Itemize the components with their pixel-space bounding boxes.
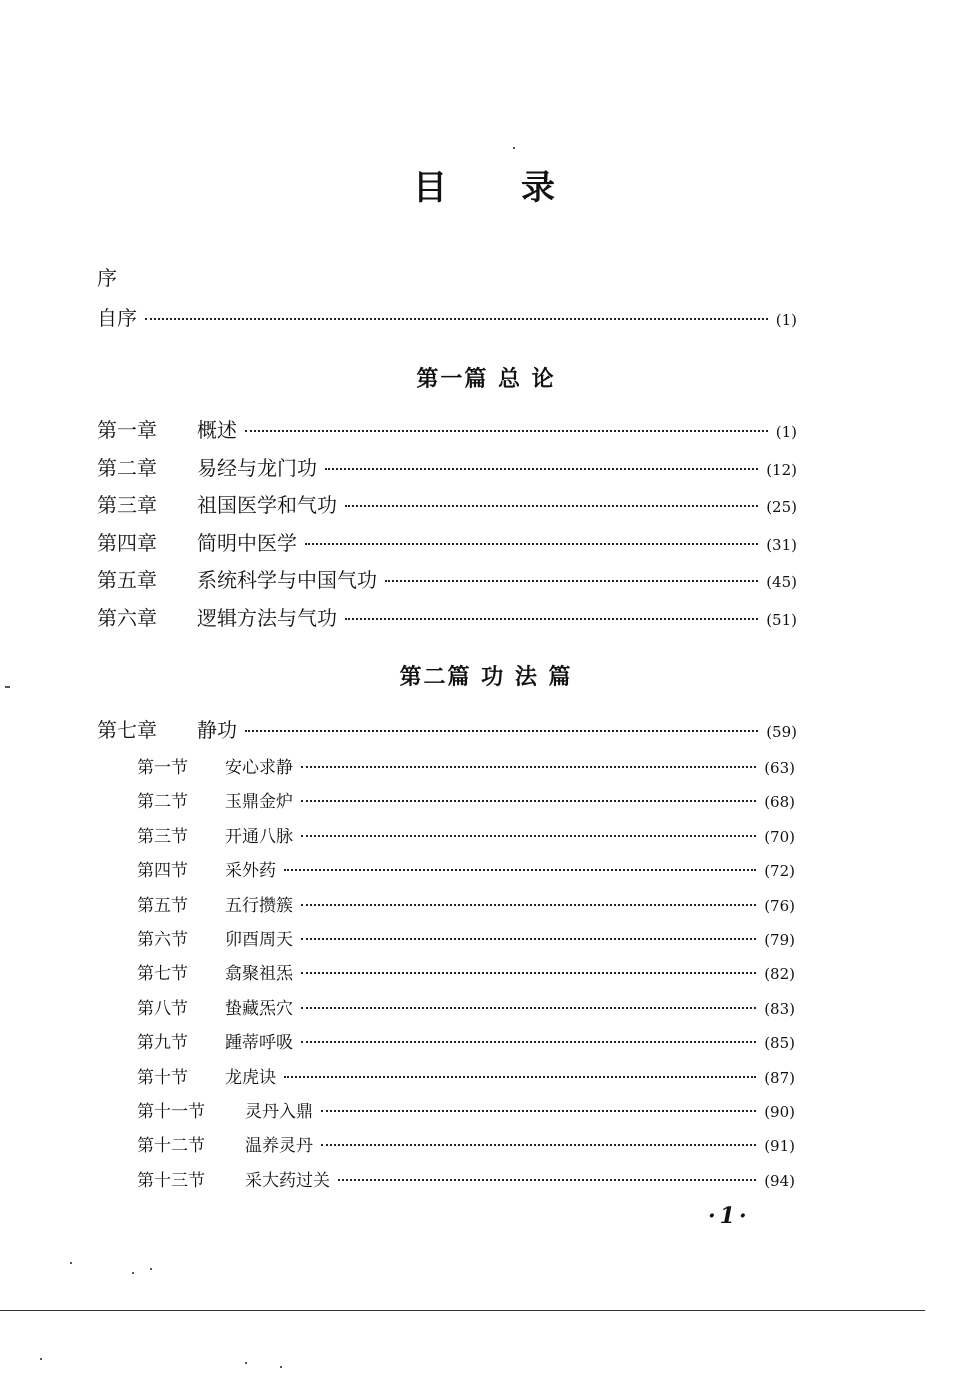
toc-chapter-label: 第六章 (97, 605, 157, 630)
toc-chapter-entry (97, 714, 797, 743)
toc-chapter-entry (97, 489, 797, 518)
toc-section-label: 第七节 (137, 964, 188, 985)
dot-leader (301, 1007, 756, 1009)
toc-chapter-title: 易经与龙门功 (197, 455, 317, 480)
scan-speck (132, 1272, 134, 1274)
toc-section-label: 第四节 (137, 861, 188, 882)
toc-chapter-entry (97, 602, 797, 631)
toc-section-title: 踵蒂呼吸 (225, 1033, 293, 1054)
page-ref: (79) (764, 931, 795, 949)
toc-section-title: 灵丹入鼎 (245, 1102, 313, 1122)
toc-chapter-label: 第三章 (97, 493, 157, 517)
scan-speck (70, 1262, 72, 1264)
toc-section-title: 翕聚祖炁 (225, 964, 293, 985)
toc-section-label: 第八节 (137, 998, 188, 1019)
toc-section-title: 采大药过关 (245, 1170, 330, 1191)
page-ref: (25) (766, 498, 797, 516)
page-ref: (90) (764, 1103, 795, 1121)
page-ref: (82) (764, 965, 795, 984)
chapter-title: 静功 (197, 718, 237, 742)
scan-speck (513, 147, 515, 149)
toc-chapter-label: 第二章 (97, 455, 157, 480)
dot-leader (345, 618, 758, 620)
dot-leader (338, 1179, 756, 1181)
toc-section-title: 蛰藏炁穴 (225, 998, 293, 1019)
page-ref: (31) (766, 535, 797, 554)
toc-chapter-entry (97, 527, 797, 556)
scan-speck (5, 686, 10, 688)
toc-section-title: 采外药 (225, 861, 276, 882)
dot-leader (301, 1041, 756, 1043)
dot-leader (145, 318, 768, 320)
toc-section-title: 温养灵丹 (245, 1136, 313, 1157)
dot-leader (305, 543, 758, 545)
toc-chapter-title: 概述 (197, 418, 237, 442)
scan-speck (245, 1362, 247, 1364)
dot-leader (301, 766, 756, 768)
toc-section-label: 第六节 (137, 930, 188, 950)
toc-section-entry (137, 891, 795, 916)
page-ref: (59) (766, 723, 797, 741)
page-ref: (1) (775, 311, 797, 329)
toc-section-entry (137, 787, 795, 812)
toc-chapter-title: 祖国医学和气功 (197, 493, 337, 517)
page-title (0, 160, 972, 209)
toc-chapter-title: 系统科学与中国气功 (197, 568, 377, 592)
page-ref: (94) (764, 1171, 795, 1190)
dot-leader (345, 505, 758, 507)
dot-leader (321, 1144, 756, 1146)
toc-section-entry (137, 994, 795, 1019)
toc-section-label: 第十一节 (137, 1102, 205, 1122)
toc-section-label: 第五节 (137, 895, 188, 916)
toc-section-label: 第三节 (137, 826, 188, 847)
self-preface-label: 自序 (97, 306, 137, 330)
title-char-2: 录 (521, 168, 559, 208)
dot-leader (245, 730, 758, 732)
dot-leader (245, 430, 768, 432)
part-heading: 第一篇 总 论 (416, 366, 556, 392)
toc-section-title: 龙虎诀 (225, 1067, 276, 1088)
title-char-1: 目 (413, 168, 451, 208)
chapter-label: 第七章 (97, 718, 157, 742)
scan-speck (150, 1268, 152, 1270)
toc-section-entry (137, 1028, 795, 1053)
page-ref: (1) (775, 423, 797, 441)
toc-chapter-label: 第一章 (97, 418, 157, 442)
toc-section-label: 第一节 (137, 758, 188, 778)
toc-section-label: 第十二节 (137, 1136, 205, 1157)
toc-chapter-entry (97, 452, 797, 481)
part-heading: 第二篇 功 法 篇 (399, 664, 573, 690)
page-ref: (85) (764, 1034, 795, 1053)
toc-section-title: 五行攒簇 (225, 895, 293, 916)
page-ref: (70) (764, 827, 795, 846)
page-number: ·1· (708, 1203, 751, 1229)
page-ref: (68) (764, 793, 795, 812)
dot-leader (301, 835, 756, 837)
toc-section-entry (137, 925, 795, 950)
dot-leader (385, 580, 758, 582)
page-ref: (83) (764, 999, 795, 1018)
toc-section-title: 卯酉周天 (225, 930, 293, 950)
dot-leader (301, 904, 756, 906)
scan-edge-line (0, 1310, 925, 1311)
toc-chapter-title: 简明中医学 (197, 530, 297, 555)
toc-chapter-label: 第四章 (97, 530, 157, 555)
page-ref: (76) (764, 896, 795, 915)
dot-leader (301, 938, 756, 940)
dot-leader (301, 972, 756, 974)
toc-section-entry (137, 1166, 795, 1191)
scan-speck (40, 1358, 42, 1360)
toc-section-entry (137, 1063, 795, 1088)
toc-section-title: 开通八脉 (225, 826, 293, 847)
dot-leader (301, 800, 756, 802)
toc-section-title: 安心求静 (225, 758, 293, 778)
toc-section-entry (137, 1097, 795, 1122)
page-ref: (91) (764, 1137, 795, 1156)
toc-section-entry (137, 959, 795, 984)
page-ref: (45) (766, 573, 797, 591)
toc-chapter-entry (97, 564, 797, 593)
preface-label: 序 (97, 266, 117, 290)
scan-speck (280, 1366, 282, 1368)
toc-section-label: 第二节 (137, 792, 188, 813)
toc-section-entry (137, 1131, 795, 1156)
toc-section-entry (137, 856, 795, 881)
toc-section-title: 玉鼎金炉 (225, 792, 293, 813)
toc-section-entry (137, 753, 795, 778)
dot-leader (321, 1110, 756, 1112)
page-ref: (12) (766, 460, 797, 479)
toc-section-label: 第九节 (137, 1033, 188, 1054)
toc-section-label: 第十节 (137, 1067, 188, 1088)
toc-section-label: 第十三节 (137, 1170, 205, 1191)
self-preface-entry (97, 302, 797, 331)
toc-chapter-label: 第五章 (97, 568, 157, 592)
toc-chapter-title: 逻辑方法与气功 (197, 605, 337, 630)
dot-leader (325, 468, 758, 470)
toc-section-entry (137, 822, 795, 847)
dot-leader (284, 1076, 756, 1078)
page-ref: (51) (766, 610, 797, 629)
page-ref: (87) (764, 1068, 795, 1087)
preface-entry (97, 262, 117, 291)
dot-leader (284, 869, 756, 871)
page-ref: (63) (764, 759, 795, 777)
page-ref: (72) (764, 862, 795, 881)
toc-chapter-entry (97, 414, 797, 443)
